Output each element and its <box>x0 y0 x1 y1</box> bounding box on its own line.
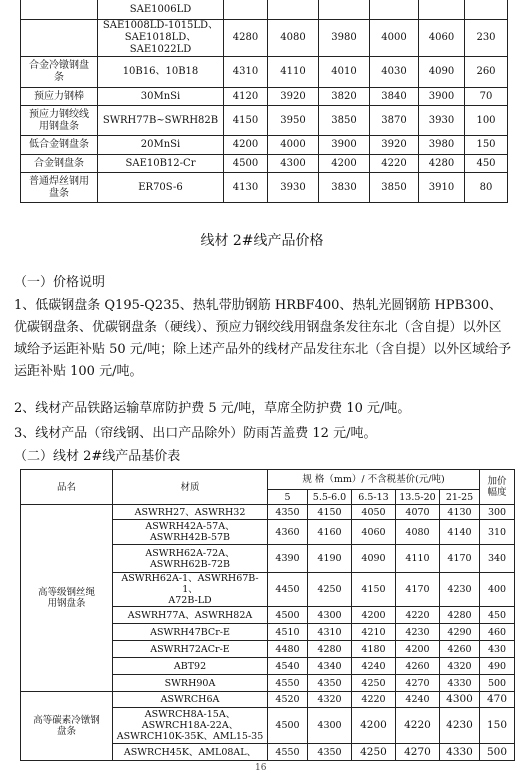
material-cell: ASWRH27、ASWRH32 <box>113 505 268 520</box>
price-cell: 4280 <box>419 155 465 173</box>
price-cell: 4240 <box>396 692 440 708</box>
price-cell: 4300 <box>308 607 352 624</box>
size-header: 6.5-13 <box>352 490 396 505</box>
price-cell: 3870 <box>370 106 419 136</box>
price-cell: 4030 <box>370 57 419 88</box>
material-cell: ASWRH42A-57A、 ASWRH42B-57B <box>113 520 268 545</box>
price-cell: 4050 <box>352 505 396 520</box>
table-row <box>21 57 508 88</box>
price-cell: 4340 <box>308 658 352 675</box>
surcharge-cell: 340 <box>480 545 515 573</box>
table-row <box>21 173 508 203</box>
material-cell: 10B16、10B18 <box>98 57 224 88</box>
product-name-cell <box>21 0 98 20</box>
note-paragraph-3: 3、线材产品（帘线钢、出口产品除外）防雨苫盖费 12 元/吨。 <box>14 426 377 441</box>
product-name-cell: 合金钢盘条 <box>21 155 98 173</box>
price-cell: 4500 <box>268 708 308 744</box>
material-cell: ASWRH72ACr-E <box>113 641 268 658</box>
product-name-cell: 预应力钢绞线 用钢盘条 <box>21 106 98 136</box>
header-row <box>21 470 515 490</box>
base-price-table <box>20 469 515 761</box>
price-cell: 3950 <box>268 106 319 136</box>
price-cell: 4200 <box>396 641 440 658</box>
surcharge-cell: 100 <box>465 106 508 136</box>
price-cell: 4330 <box>440 675 480 692</box>
price-cell: 4510 <box>268 624 308 641</box>
price-cell: 4000 <box>370 20 419 57</box>
price-cell: 4350 <box>308 744 352 761</box>
price-cell: 4260 <box>440 641 480 658</box>
price-cell: 3840 <box>370 88 419 106</box>
price-notes-heading: （一）价格说明 <box>14 275 106 290</box>
surcharge-cell: 310 <box>480 520 515 545</box>
table-row <box>21 106 508 136</box>
surcharge-cell: 400 <box>480 573 515 607</box>
header-material: 材质 <box>113 470 268 505</box>
price-cell: 4330 <box>440 744 480 761</box>
table-row <box>21 155 508 173</box>
price-cell: 4280 <box>440 607 480 624</box>
price-cell: 4240 <box>352 658 396 675</box>
price-cell: 4500 <box>224 155 268 173</box>
table-row <box>21 20 508 57</box>
price-cell: 4270 <box>396 744 440 761</box>
price-cell: 4200 <box>352 708 396 744</box>
price-cell: 4140 <box>440 520 480 545</box>
price-cell: 4220 <box>396 708 440 744</box>
material-cell: ER70S-6 <box>98 173 224 203</box>
price-cell: 4320 <box>308 692 352 708</box>
price-cell: 4350 <box>308 675 352 692</box>
section-title: 线材 2#线产品价格 <box>200 233 324 249</box>
price-cell: 3930 <box>268 173 319 203</box>
surcharge-cell: 490 <box>480 658 515 675</box>
price-cell <box>224 0 268 20</box>
price-cell <box>419 0 465 20</box>
price-cell: 4250 <box>308 573 352 607</box>
surcharge-cell: 150 <box>480 708 515 744</box>
price-cell: 4190 <box>308 545 352 573</box>
product-group-cell: 高等碳素冷镦钢 盘条 <box>21 692 113 761</box>
price-cell: 4250 <box>352 675 396 692</box>
price-cell: 4320 <box>440 658 480 675</box>
table-row <box>21 505 515 520</box>
surcharge-cell: 260 <box>465 57 508 88</box>
price-cell: 4550 <box>268 744 308 761</box>
material-cell: SAE1008LD-1015LD、 SAE1018LD、SAE1022LD <box>98 20 224 57</box>
price-cell: 4220 <box>396 607 440 624</box>
price-cell: 4090 <box>419 57 465 88</box>
size-header: 13.5-20 <box>396 490 440 505</box>
price-cell: 4200 <box>224 136 268 155</box>
material-cell: ASWRCH45K、AML08AL、 <box>113 744 268 761</box>
table-row <box>21 136 508 155</box>
table-row <box>21 88 508 106</box>
price-cell: 4310 <box>308 624 352 641</box>
price-cell: 3910 <box>419 173 465 203</box>
material-cell: SWRH77B~SWRH82B <box>98 106 224 136</box>
price-cell: 4450 <box>268 573 308 607</box>
surcharge-cell: 500 <box>480 744 515 761</box>
header-spec: 规 格（mm）/ 不含税基价(元/吨) <box>268 470 480 490</box>
material-cell: ASWRH62A-1、ASWRH67B-1、 A72B-LD <box>113 573 268 607</box>
header-product-name: 品名 <box>21 470 113 505</box>
material-cell: 20MnSi <box>98 136 224 155</box>
price-cell: 4390 <box>268 545 308 573</box>
product-group-cell: 高等级钢丝绳 用钢盘条 <box>21 505 113 692</box>
price-cell: 4170 <box>396 573 440 607</box>
price-cell: 4150 <box>308 505 352 520</box>
table-row <box>21 692 515 708</box>
product-name-cell: 普通焊丝钢用 盘条 <box>21 173 98 203</box>
price-cell: 4230 <box>440 573 480 607</box>
price-cell: 4210 <box>352 624 396 641</box>
surcharge-cell: 500 <box>480 675 515 692</box>
price-cell: 4270 <box>396 675 440 692</box>
price-cell: 4300 <box>268 155 319 173</box>
price-cell <box>268 0 319 20</box>
price-cell: 4220 <box>352 692 396 708</box>
page-number: 16 <box>255 763 267 773</box>
price-cell: 4080 <box>268 20 319 57</box>
price-cell: 3930 <box>419 106 465 136</box>
price-cell: 4550 <box>268 675 308 692</box>
price-cell: 4180 <box>352 641 396 658</box>
price-cell: 4130 <box>224 173 268 203</box>
material-cell: ASWRCH6A <box>113 692 268 708</box>
price-cell: 4520 <box>268 692 308 708</box>
surcharge-cell: 70 <box>465 88 508 106</box>
price-cell: 4160 <box>308 520 352 545</box>
price-cell: 4070 <box>396 505 440 520</box>
price-cell <box>319 0 370 20</box>
base-price-heading: （二）线材 2#线产品基价表 <box>14 449 181 464</box>
price-cell: 3980 <box>319 20 370 57</box>
price-cell: 4090 <box>352 545 396 573</box>
price-cell <box>370 0 419 20</box>
material-cell: 30MnSi <box>98 88 224 106</box>
price-cell: 4480 <box>268 641 308 658</box>
price-cell: 3850 <box>370 173 419 203</box>
price-cell: 4290 <box>440 624 480 641</box>
size-header: 5 <box>268 490 308 505</box>
surcharge-cell: 80 <box>465 173 508 203</box>
price-cell: 4060 <box>419 20 465 57</box>
surcharge-cell: 460 <box>480 624 515 641</box>
price-cell: 4200 <box>352 607 396 624</box>
price-cell: 3820 <box>319 88 370 106</box>
price-cell: 4080 <box>396 520 440 545</box>
price-cell: 4250 <box>352 744 396 761</box>
price-cell: 4150 <box>224 106 268 136</box>
product-name-cell: 低合金钢盘条 <box>21 136 98 155</box>
material-cell: ABT92 <box>113 658 268 675</box>
note-paragraph-1: 1、低碳钢盘条 Q195-Q235、热轧带肋钢筋 HRBF400、热轧光圆钢筋 HPB300、优碳钢盘条、优碳钢盘条（硬线）、预应力钢绞线用钢盘条发往东北（含自提）以外区域给予运距补贴 50 元/吨；除上述产品外的线材产品发往东北（含自提）以外区域给予运距补贴 100 元/吨。 <box>14 298 512 379</box>
price-cell: 3900 <box>319 136 370 155</box>
price-cell: 4220 <box>370 155 419 173</box>
price-cell: 3900 <box>419 88 465 106</box>
price-cell: 4150 <box>352 573 396 607</box>
price-cell: 4350 <box>268 505 308 520</box>
price-cell: 4280 <box>224 20 268 57</box>
surcharge-cell: 450 <box>465 155 508 173</box>
material-cell: SWRH90A <box>113 675 268 692</box>
price-cell: 3850 <box>319 106 370 136</box>
price-cell: 4110 <box>268 57 319 88</box>
material-cell: ASWRH47BCr-E <box>113 624 268 641</box>
price-cell: 4110 <box>396 545 440 573</box>
price-cell: 3920 <box>268 88 319 106</box>
material-cell: ASWRH77A、ASWRH82A <box>113 607 268 624</box>
price-cell: 3920 <box>370 136 419 155</box>
surcharge-cell <box>465 0 508 20</box>
price-cell: 3830 <box>319 173 370 203</box>
header-surcharge: 加价 幅度 <box>480 470 515 505</box>
size-header: 21-25 <box>440 490 480 505</box>
price-cell: 4010 <box>319 57 370 88</box>
product-name-cell: 预应力钢棒 <box>21 88 98 106</box>
material-cell: SAE1006LD <box>98 0 224 20</box>
size-header: 5.5-6.0 <box>308 490 352 505</box>
price-cell: 4200 <box>319 155 370 173</box>
price-cell: 4360 <box>268 520 308 545</box>
price-cell: 4260 <box>396 658 440 675</box>
price-cell: 4300 <box>308 708 352 744</box>
surcharge-cell: 230 <box>465 20 508 57</box>
price-cell: 4310 <box>224 57 268 88</box>
price-cell: 4060 <box>352 520 396 545</box>
surcharge-cell: 150 <box>465 136 508 155</box>
price-cell: 4280 <box>308 641 352 658</box>
price-cell: 4540 <box>268 658 308 675</box>
surcharge-cell: 300 <box>480 505 515 520</box>
price-cell: 4120 <box>224 88 268 106</box>
price-cell: 4500 <box>268 607 308 624</box>
price-table-continued <box>20 0 508 203</box>
price-cell: 4170 <box>440 545 480 573</box>
price-cell: 3980 <box>419 136 465 155</box>
price-cell: 4300 <box>440 692 480 708</box>
table-row <box>21 0 508 20</box>
product-name-cell: 合金冷镦钢盘 条 <box>21 57 98 88</box>
price-cell: 4000 <box>268 136 319 155</box>
price-cell: 4230 <box>396 624 440 641</box>
price-cell: 4230 <box>440 708 480 744</box>
price-cell: 4130 <box>440 505 480 520</box>
product-name-cell <box>21 20 98 57</box>
surcharge-cell: 450 <box>480 607 515 624</box>
material-cell: ASWRCH8A-15A、 ASWRCH18A-22A、 ASWRCH10K-35K、AML15-35 <box>113 708 268 744</box>
material-cell: ASWRH62A-72A、 ASWRH62B-72B <box>113 545 268 573</box>
note-paragraph-2: 2、线材产品铁路运输草席防护费 5 元/吨，草席全防护费 10 元/吨。 <box>14 401 411 416</box>
surcharge-cell: 430 <box>480 641 515 658</box>
material-cell: SAE10B12-Cr <box>98 155 224 173</box>
surcharge-cell: 470 <box>480 692 515 708</box>
